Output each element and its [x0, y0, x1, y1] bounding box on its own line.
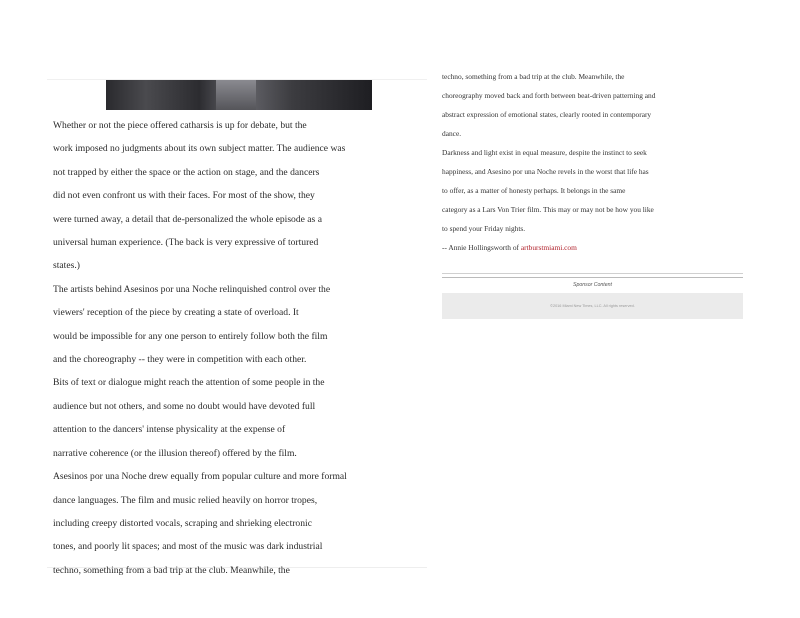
article-photo [106, 80, 372, 110]
text-line: audience but not others, and some no doubt would have devoted full [53, 400, 316, 412]
text-line: attention to the dancers' intense physicality at the expense of [53, 424, 286, 436]
text-line: The artists behind Asesinos por una Noche relinquished control over the [53, 283, 331, 295]
sponsor-label: Sponsor Content [573, 282, 612, 288]
author-byline [442, 238, 743, 257]
text-line: happiness, and Asesino por una Noche revels in the worst that life has [442, 167, 649, 176]
text-line: to spend your Friday nights. [442, 224, 526, 233]
text-line: including creepy distorted vocals, scraping and shrieking electronic [53, 517, 312, 529]
text-line: choreography moved back and forth between beat-driven patterning and [442, 91, 656, 100]
text-line: Whether or not the piece offered catharsis is up for debate, but the [53, 120, 307, 131]
article-right-column [442, 72, 743, 321]
article-body-left [53, 114, 425, 582]
text-line: to offer, as a matter of honesty perhaps. It belongs in the same [442, 186, 626, 195]
text-line: narrative coherence (or the illusion thereof) offered by the film. [53, 447, 297, 459]
text-line: would be impossible for any one person to entirely follow both the film [53, 330, 328, 342]
text-line: were turned away, a detail that de-personalized the whole episode as a [53, 213, 322, 225]
text-line: techno, something from a bad trip at the club. Meanwhile, the [53, 564, 290, 576]
text-line: states.) [53, 260, 80, 272]
text-line: work imposed no judgments about its own subject matter. The audience was [53, 143, 346, 155]
text-line: Bits of text or dialogue might reach the attention of some people in the [53, 377, 325, 389]
text-line: viewers' reception of the piece by creating a state of overload. It [53, 307, 299, 319]
article-body-right [442, 67, 743, 257]
text-line: Darkness and light exist in equal measure, despite the instinct to seek [442, 148, 647, 157]
text-line: did not even confront us with their faces. For most of the show, they [53, 190, 315, 202]
text-line: and the choreography -- they were in competition with each other. [53, 354, 307, 366]
text-line: dance languages. The film and music relied heavily on horror tropes, [53, 494, 318, 506]
text-line: abstract expression of emotional states, clearly rooted in contemporary [442, 110, 652, 119]
copyright-footer: ©2016 Miami New Times, LLC. All rights reserved. [442, 293, 743, 319]
text-line: dance. [442, 129, 462, 138]
text-line: tones, and poorly lit spaces; and most of the music was dark industrial [53, 541, 323, 553]
byline-prefix: -- Annie Hollingsworth of [442, 243, 521, 252]
text-line: techno, something from a bad trip at the club. Meanwhile, the [442, 72, 625, 81]
article-left-column [47, 79, 427, 576]
text-line: Asesinos por una Noche drew equally from popular culture and more formal [53, 471, 347, 483]
text-line: not trapped by either the space or the action on stage, and the dancers [53, 166, 320, 178]
divider [442, 277, 743, 278]
text-line: universal human experience. (The back is very expressive of tortured [53, 237, 319, 249]
divider [442, 273, 743, 274]
source-link[interactable]: artburstmiami.com [520, 243, 577, 252]
text-line: category as a Lars Von Trier film. This may or may not be how you like [442, 205, 654, 214]
